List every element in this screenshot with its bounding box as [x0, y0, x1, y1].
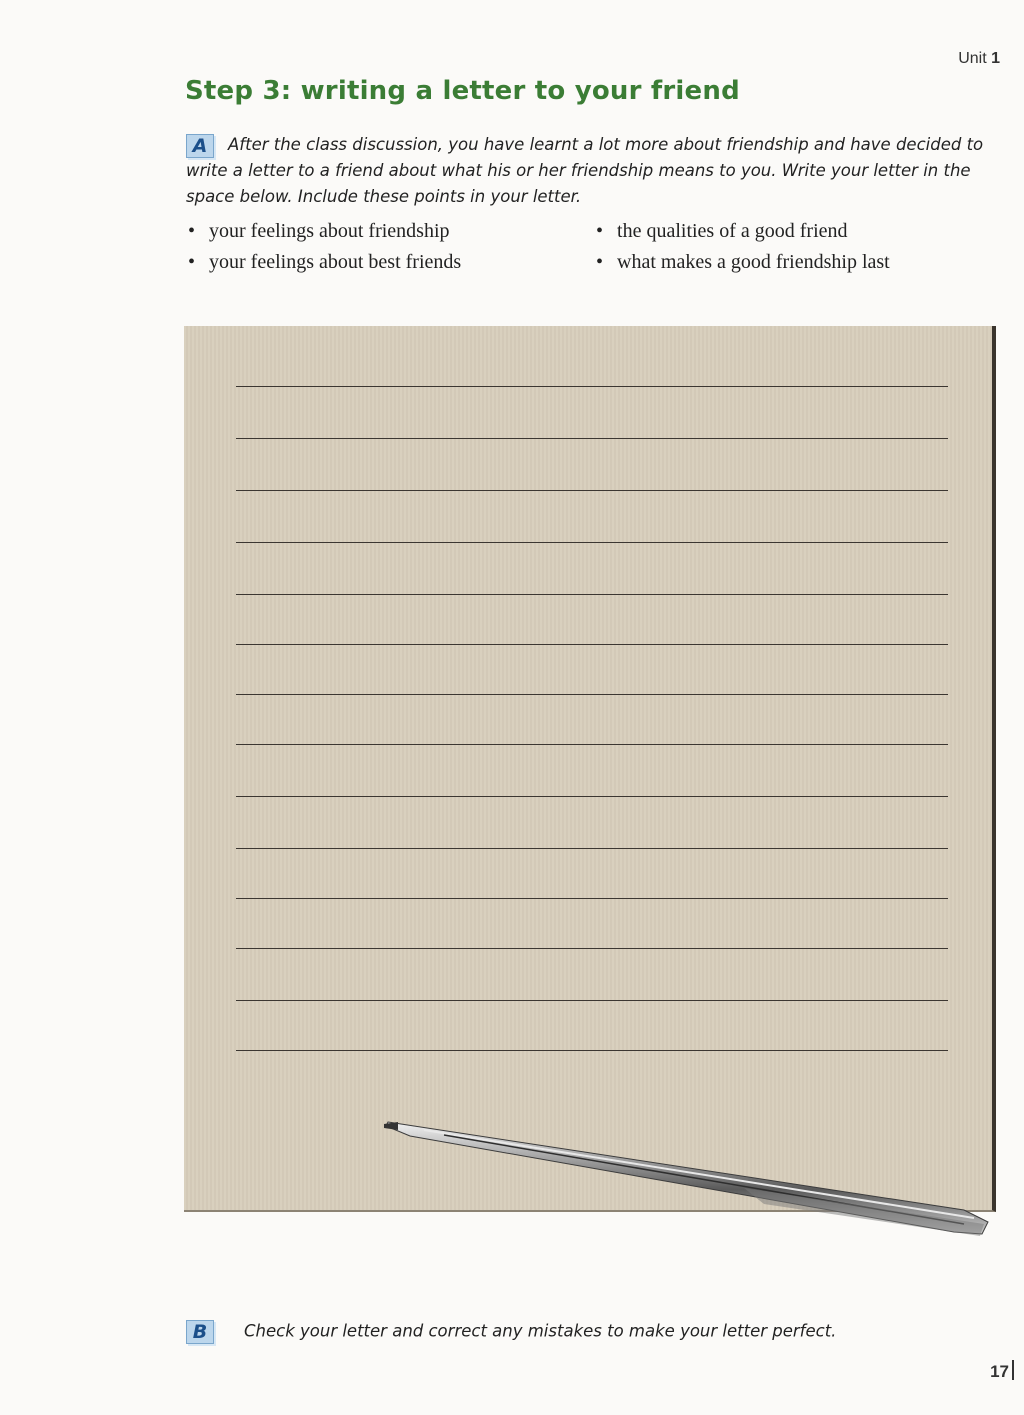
section-b-badge: B — [186, 1320, 214, 1344]
point-item: • the qualities of a good friend — [594, 220, 986, 243]
point-item: • your feelings about friendship — [186, 220, 594, 243]
writing-line[interactable] — [236, 438, 948, 439]
step-title: Step 3: writing a letter to your friend — [185, 76, 740, 106]
writing-line[interactable] — [236, 542, 948, 543]
letter-writing-area[interactable] — [184, 326, 996, 1212]
pen-illustration — [384, 1112, 994, 1242]
writing-line[interactable] — [236, 898, 948, 899]
writing-line[interactable] — [236, 796, 948, 797]
section-b-instruction-block — [186, 1320, 1006, 1344]
writing-line[interactable] — [236, 386, 948, 387]
section-a-instruction-block — [186, 132, 1006, 210]
writing-line[interactable] — [236, 490, 948, 491]
point-item: • your feelings about best friends — [186, 251, 594, 274]
writing-line[interactable] — [236, 694, 948, 695]
writing-line[interactable] — [236, 1000, 948, 1001]
page-number: 17 — [990, 1360, 1014, 1382]
section-b-instruction: Check your letter and correct any mistakes to make your letter perfect. — [244, 1321, 837, 1341]
section-a-instruction: After the class discussion, you have learnt a lot more about friendship and have decided to write a letter to a friend about what his or her friendship means to you. Write your letter in the space below. Include these points in your letter. — [186, 135, 984, 206]
writing-line[interactable] — [236, 744, 948, 745]
point-item: • what makes a good friendship last — [594, 251, 986, 274]
writing-line[interactable] — [236, 644, 948, 645]
unit-number: 1 — [991, 50, 1000, 67]
writing-line[interactable] — [236, 594, 948, 595]
unit-label — [958, 50, 1000, 68]
writing-line[interactable] — [236, 848, 948, 849]
section-a-badge: A — [186, 134, 214, 158]
points-list — [186, 220, 986, 274]
unit-label-text: Unit — [958, 50, 987, 67]
writing-line[interactable] — [236, 1050, 948, 1051]
writing-line[interactable] — [236, 948, 948, 949]
